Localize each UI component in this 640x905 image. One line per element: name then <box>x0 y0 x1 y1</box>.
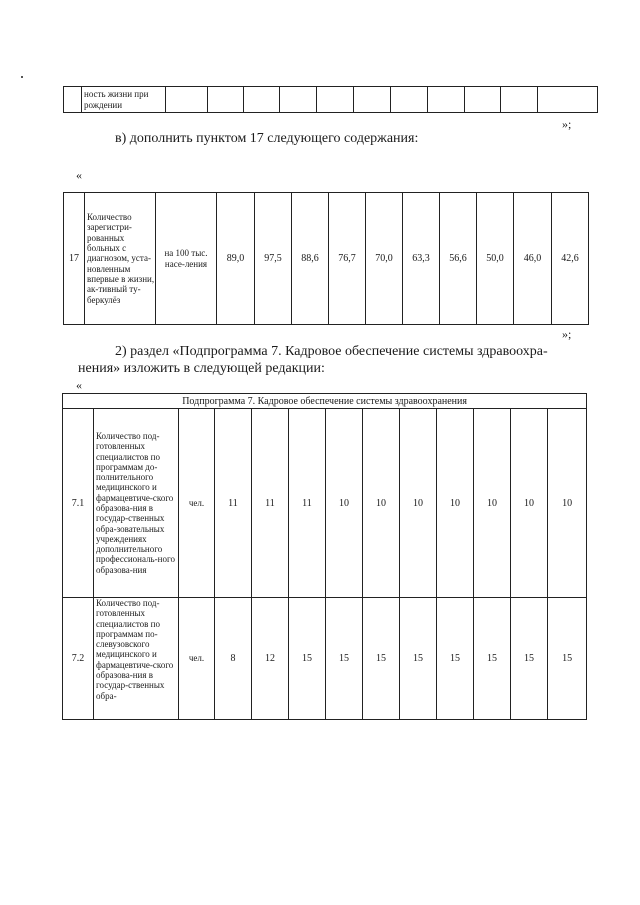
row-number: 7.1 <box>63 409 94 598</box>
value-cell: 15 <box>400 598 437 720</box>
value-cell: 10 <box>548 409 587 598</box>
value-cell: 50,0 <box>477 193 514 325</box>
top-cell <box>501 87 538 113</box>
top-cell <box>391 87 428 113</box>
top-cell <box>428 87 465 113</box>
value-cell: 10 <box>474 409 511 598</box>
closing-mark-2: »; <box>562 327 572 341</box>
value-cell: 63,3 <box>403 193 440 325</box>
unit-cell: на 100 тыс. насе-ления <box>156 193 217 325</box>
indicator-name: Количество под-готовленных специалистов по программам по-слевузовского медицинского и фармацевтиче-ского образова-ния в государ-ственных обра- <box>94 598 179 720</box>
closing-mark-1: »; <box>562 117 572 131</box>
value-cell: 11 <box>215 409 252 598</box>
top-cell <box>280 87 317 113</box>
top-cell <box>354 87 391 113</box>
value-cell: 10 <box>363 409 400 598</box>
top-cell <box>208 87 244 113</box>
unit-cell: чел. <box>179 409 215 598</box>
top-cell <box>166 87 208 113</box>
value-cell: 10 <box>511 409 548 598</box>
open-mark-1: « <box>76 168 82 182</box>
indicator-name: Количество зарегистри-рованных больных с диагнозом, уста-новленным впервые в жизни, ак-тивный ту-беркулёз <box>85 193 156 325</box>
top-table-fragment <box>63 86 598 113</box>
value-cell: 15 <box>437 598 474 720</box>
value-cell: 15 <box>289 598 326 720</box>
top-num-cell <box>64 87 82 113</box>
paragraph-v: в) дополнить пунктом 17 следующего содержания: <box>115 131 419 146</box>
subprogram-7-table <box>62 393 587 720</box>
paragraph-2-line-2: нения» изложить в следующей редакции: <box>78 361 325 376</box>
value-cell: 15 <box>511 598 548 720</box>
value-cell: 89,0 <box>217 193 255 325</box>
top-cell <box>538 87 598 113</box>
value-cell: 15 <box>363 598 400 720</box>
value-cell: 12 <box>252 598 289 720</box>
value-cell: 76,7 <box>329 193 366 325</box>
value-cell: 8 <box>215 598 252 720</box>
value-cell: 11 <box>252 409 289 598</box>
value-cell: 42,6 <box>552 193 589 325</box>
value-cell: 10 <box>326 409 363 598</box>
open-mark-2: « <box>76 378 82 392</box>
top-indicator-cell: ность жизни при рождении <box>82 87 166 113</box>
scan-dot <box>21 76 23 78</box>
top-cell <box>244 87 280 113</box>
value-cell: 10 <box>437 409 474 598</box>
value-cell: 56,6 <box>440 193 477 325</box>
row-number: 17 <box>64 193 85 325</box>
value-cell: 11 <box>289 409 326 598</box>
value-cell: 15 <box>474 598 511 720</box>
value-cell: 10 <box>400 409 437 598</box>
value-cell: 15 <box>326 598 363 720</box>
top-cell <box>317 87 354 113</box>
value-cell: 88,6 <box>292 193 329 325</box>
table-item-17 <box>63 192 589 325</box>
row-number: 7.2 <box>63 598 94 720</box>
unit-cell: чел. <box>179 598 215 720</box>
top-cell <box>465 87 501 113</box>
value-cell: 70,0 <box>366 193 403 325</box>
subprogram-header: Подпрограмма 7. Кадровое обеспечение системы здравоохранения <box>63 394 587 409</box>
value-cell: 97,5 <box>255 193 292 325</box>
paragraph-2-line-1: 2) раздел «Подпрограмма 7. Кадровое обеспечение системы здравоохра- <box>115 344 548 359</box>
value-cell: 46,0 <box>514 193 552 325</box>
value-cell: 15 <box>548 598 587 720</box>
indicator-name: Количество под-готовленных специалистов по программам до-полнительного медицинского и фармацевтиче-ского образова-ния в государ-ственных обра-зовательных учреждениях дополнительного профессиональ-ного образова-ния <box>94 409 179 598</box>
